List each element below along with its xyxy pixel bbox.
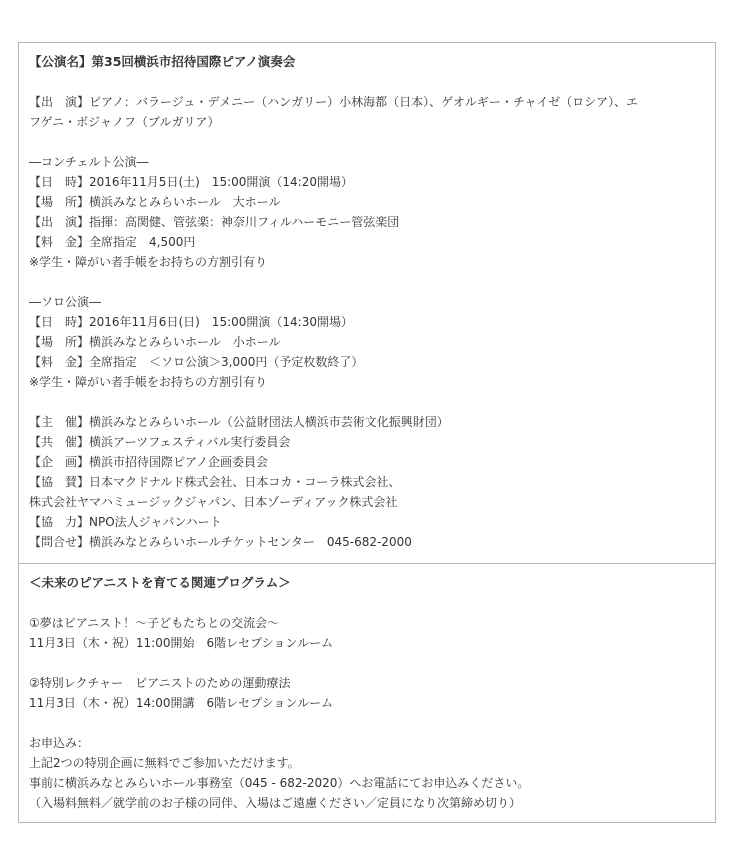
solo-price: 【料 金】全席指定 ＜ソロ公演＞3,000円（予定枚数終了） (29, 355, 364, 369)
event2-title: ②特別レクチャー ピアニストのための運動療法 (29, 676, 291, 690)
apply-label: お申込み： (29, 736, 90, 750)
solo-venue: 【場 所】横浜みなとみらいホール 小ホール (29, 335, 281, 349)
solo-note: ※学生・障がい者手帳をお持ちの方割引有り (29, 375, 268, 389)
concerto-note: ※学生・障がい者手帳をお持ちの方割引有り (29, 255, 268, 269)
concerto-venue: 【場 所】横浜みなとみらいホール 大ホール (29, 195, 281, 209)
inquiry-line: 【問合せ】横浜みなとみらいホールチケットセンター 045-682-2000 (29, 535, 412, 549)
solo-date: 【日 時】2016年11月6日(日) 15:00開演（14:30開場） (29, 315, 353, 329)
concerto-cast: 【出 演】指揮：高関健、管弦楽：神奈川フィルハーモニー管弦楽団 (29, 215, 400, 229)
apply-line-2: 事前に横浜みなとみらいホール事務室（045 - 682-2020）へお電話にてお申込みください。 (29, 776, 530, 790)
apply-line-3: （入場料無料／就学前のお子様の同伴、入場はご遠慮ください／定員になり次第締め切り） (29, 796, 522, 810)
program-title: ＜未来のピアニストを育てる関連プログラム＞ (29, 575, 291, 590)
apply-line-1: 上記2つの特別企画に無料でご参加いただけます。 (29, 756, 300, 770)
event1-detail: 11月3日（木・祝）11:00開始 6階レセプションルーム (29, 636, 334, 650)
support-line: 【協 力】NPO法人ジャパンハート (29, 515, 222, 529)
organizer-host: 【主 催】横浜みなとみらいホール（公益財団法人横浜市芸術文化振興財団） (29, 415, 449, 429)
concert-title: 【公演名】第35回横浜市招待国際ピアノ演奏会 (29, 54, 296, 69)
related-program-section (19, 563, 715, 822)
concerto-date: 【日 時】2016年11月5日(土) 15:00開演（14:20開場） (29, 175, 353, 189)
sponsors-line-1: 【協 賛】日本マクドナルド株式会社、日本コカ・コーラ株式会社、 (29, 475, 401, 489)
solo-heading: ―ソロ公演― (29, 295, 102, 309)
performers-line-2: フゲニ・ボジャノフ（ブルガリア） (29, 115, 220, 129)
event1-title: ①夢はピアニスト！～子どもたちとの交流会～ (29, 616, 280, 630)
performers-line-1: 【出 演】ピアノ：バラージュ・デメニー（ハンガリー）小林海都（日本）、ゲオルギー・チャイゼ（ロシア）、エ (29, 95, 639, 109)
concerto-price: 【料 金】全席指定 4,500円 (29, 235, 196, 249)
organizer-cohost: 【共 催】横浜アーツフェスティバル実行委員会 (29, 435, 291, 449)
sponsors-line-2: 株式会社ヤマハミュージックジャパン、日本ゾーディアック株式会社 (29, 495, 398, 509)
event2-detail: 11月3日（木・祝）14:00開講 6階レセプションルーム (29, 696, 334, 710)
concert-info-section (19, 43, 715, 563)
concerto-heading: ―コンチェルト公演― (29, 155, 149, 169)
organizer-planning: 【企 画】横浜市招待国際ピアノ企画委員会 (29, 455, 269, 469)
info-table (18, 42, 716, 823)
